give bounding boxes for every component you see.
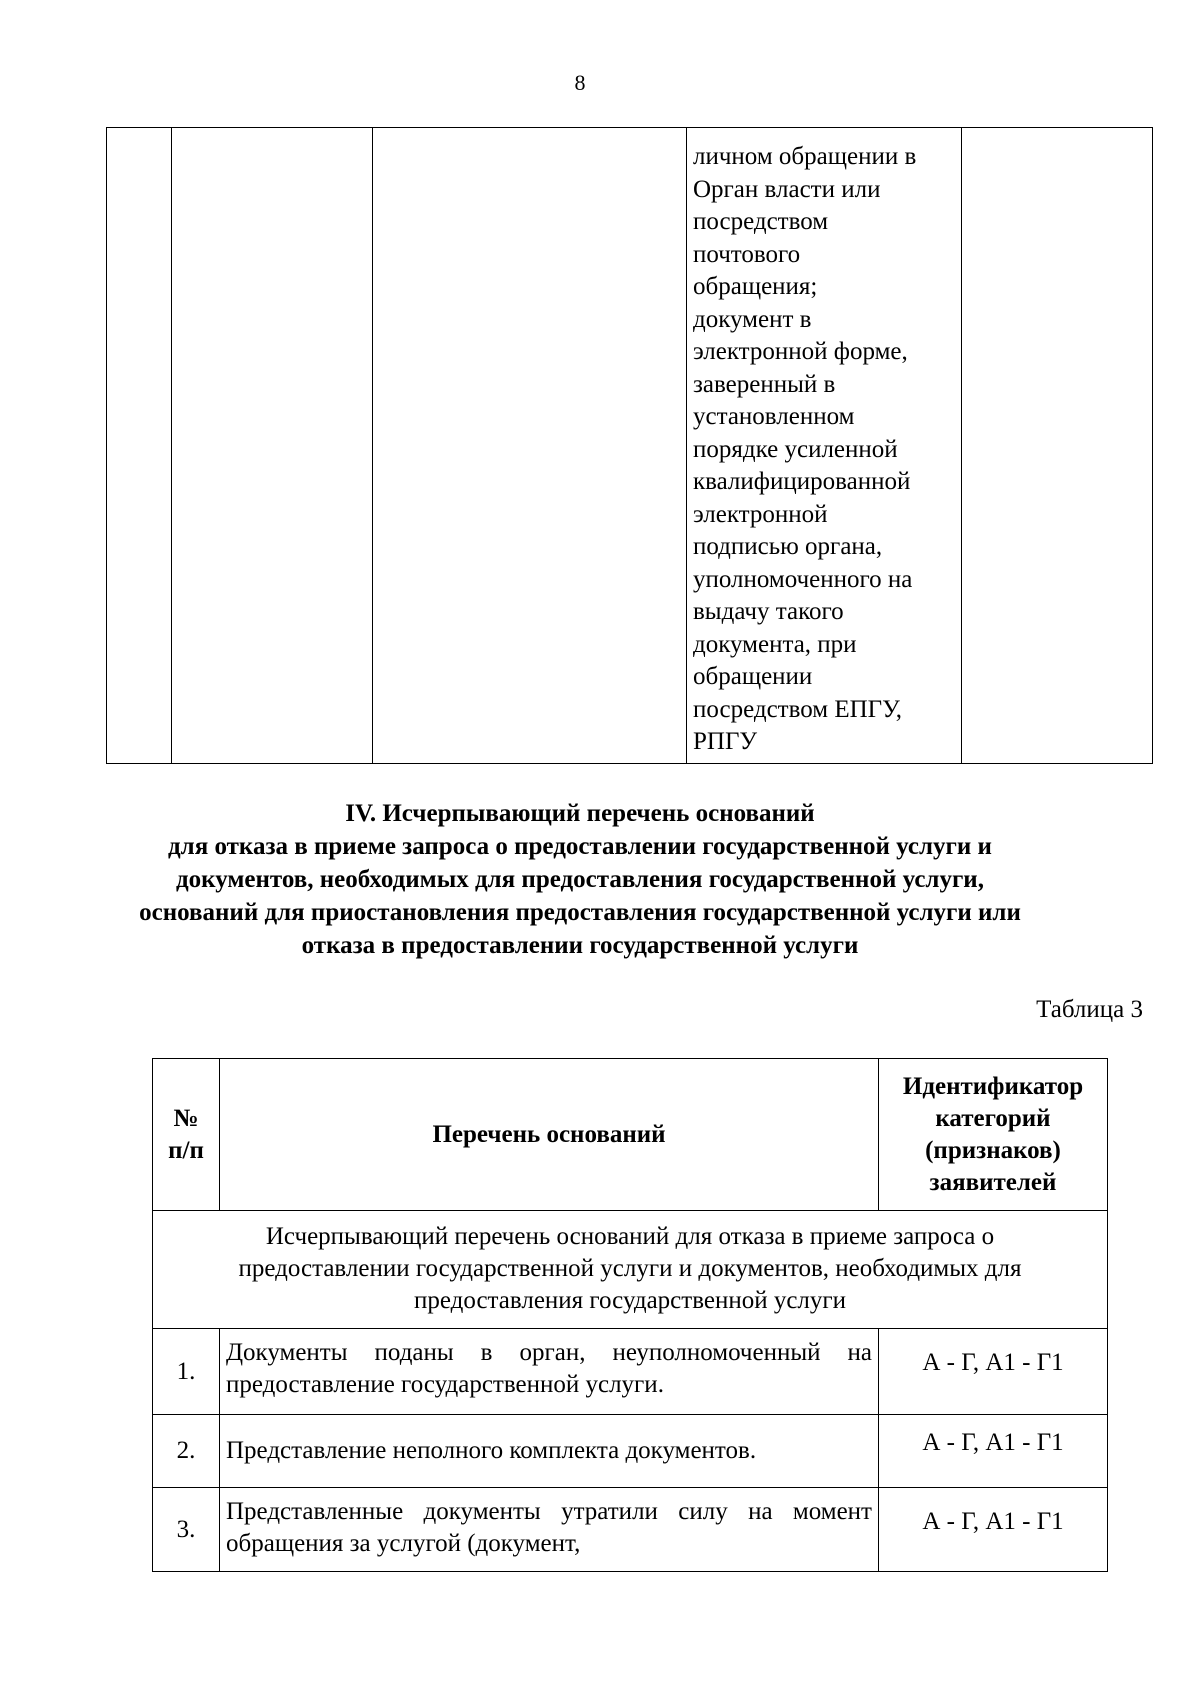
section-title-line: IV. Исчерпывающий перечень оснований [345,800,815,827]
table-cell-text [687,128,962,764]
row-text: Документы поданы в орган, неуполномоченный на предоставление государственной услуги. [220,1329,879,1415]
grounds-table [152,1058,1108,1572]
section-title-line: оснований для приостановления предоставления государственной услуги или [139,899,1021,926]
row-number: 3. [153,1488,220,1572]
row-category: А - Г, А1 - Г1 [879,1329,1108,1415]
section-title-line: документов, необходимых для предоставления государственной услуги, [176,866,984,893]
continuation-table [106,127,1153,764]
table-cell [962,128,1153,764]
table-subheading: Исчерпывающий перечень оснований для отказа в приеме запроса о предоставлении государственной услуги и документов, необходимых для предоставления государственной услуги [153,1211,1108,1329]
header-identifier: Идентификатор категорий (признаков) заявителей [879,1059,1108,1211]
table-row [153,1488,1108,1572]
table-caption: Таблица 3 [1036,996,1143,1023]
table-subheading-row [153,1211,1108,1329]
page-number: 8 [574,70,586,95]
table-cell [172,128,373,764]
header-reasons: Перечень оснований [220,1059,879,1211]
section-title-line: для отказа в приеме запроса о предоставлении государственной услуги и [168,833,992,860]
row-text: Представление неполного комплекта документов. [220,1415,879,1488]
table-row [153,1329,1108,1415]
table-row [153,1415,1108,1488]
table-row [107,128,1153,764]
table-cell [107,128,172,764]
table-cell [373,128,687,764]
section-title-line: отказа в предоставлении государственной услуги [301,932,859,959]
row-category: А - Г, А1 - Г1 [879,1415,1108,1488]
continuation-text: личном обращении в Орган власти или посредством почтового обращения; документ в электронной форме, заверенный в установленном порядке усиленной квалифицированной электронной подписью органа, уполномоченного на выдачу такого документа, при обращении посредством ЕПГУ, РПГУ [693,143,917,755]
row-category: А - Г, А1 - Г1 [879,1488,1108,1572]
table-header-row [153,1059,1108,1211]
header-num: № п/п [153,1059,220,1211]
row-number: 1. [153,1329,220,1415]
section-title [0,797,1160,962]
row-text: Представленные документы утратили силу на момент обращения за услугой (документ, [220,1488,879,1572]
row-number: 2. [153,1415,220,1488]
